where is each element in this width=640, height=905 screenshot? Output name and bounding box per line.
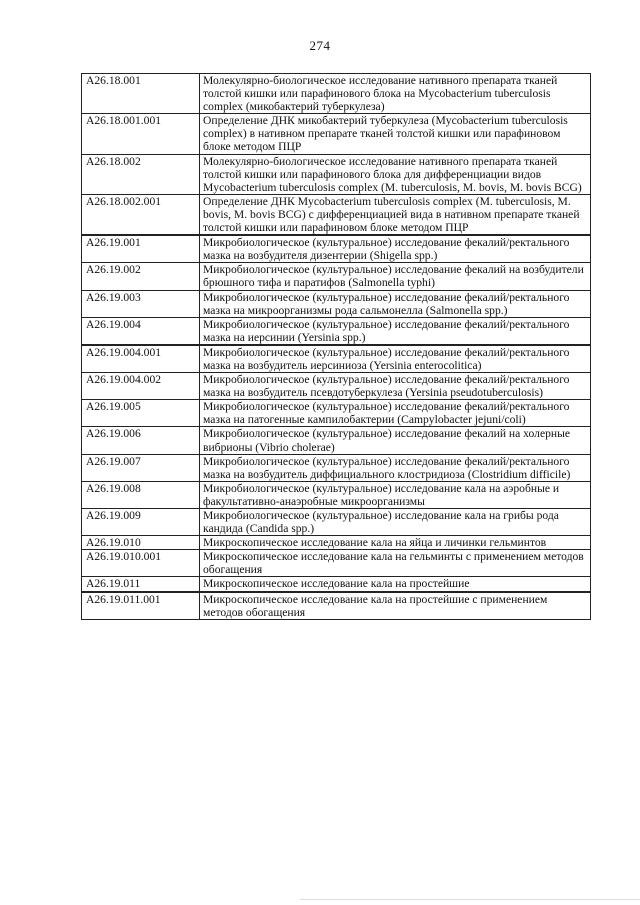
- service-description: Микробиологическое (культуральное) исследование фекалий/ректального мазка на микроорганизмы рода сальмонелла (Salmonella spp.): [200, 290, 591, 317]
- service-code: A26.19.011.001: [82, 592, 200, 620]
- service-code: A26.19.010.001: [82, 550, 200, 577]
- table-row: [82, 373, 591, 400]
- service-description: Микробиологическое (культуральное) исследование фекалий/ректального мазка на возбудитель иерсиниоза (Yersinia enterocolitica): [200, 345, 591, 373]
- service-description: Микробиологическое (культуральное) исследование фекалий на возбудители брюшного тифа и паратифов (Salmonella typhi): [200, 263, 591, 290]
- service-code: A26.19.011: [82, 577, 200, 592]
- service-description: Микробиологическое (культуральное) исследование фекалий/ректального мазка на возбудитель псевдотуберкулеза (Yersinia pseudotuberculosis): [200, 373, 591, 400]
- service-code: A26.19.010: [82, 536, 200, 550]
- table-row: [82, 577, 591, 592]
- service-code: A26.19.007: [82, 454, 200, 481]
- service-description: Молекулярно-биологическое исследование нативного препарата тканей толстой кишки или парафинового блока для дифференциации видов Mycobacterium tuberculosis complex (M. tuberculosis, M. bovis, M. bovis BCG): [200, 154, 591, 194]
- table-row: [82, 481, 591, 508]
- table-row: [82, 235, 591, 263]
- service-code: A26.19.004: [82, 317, 200, 345]
- service-code: A26.18.001.001: [82, 114, 200, 154]
- service-description: Микробиологическое (культуральное) исследование фекалий/ректального мазка на патогенные кампилобактерии (Campylobacter jejuni/coli): [200, 400, 591, 427]
- table-row: [82, 317, 591, 345]
- service-code: A26.19.003: [82, 290, 200, 317]
- table-row: [82, 536, 591, 550]
- table-row: [82, 194, 591, 235]
- table-row: [82, 290, 591, 317]
- service-description: Микробиологическое (культуральное) исследование фекалий/ректального мазка на возбудитель диффициального клостридиоза (Clostridium difficile): [200, 454, 591, 481]
- table-row: [82, 592, 591, 620]
- service-description: Микробиологическое (культуральное) исследование фекалий/ректального мазка на иерсинии (Yersinia spp.): [200, 317, 591, 345]
- table-row: [82, 550, 591, 577]
- service-code: A26.18.002.001: [82, 194, 200, 235]
- table-row: [82, 400, 591, 427]
- service-code: A26.19.008: [82, 481, 200, 508]
- service-code: A26.19.006: [82, 427, 200, 454]
- service-description: Микроскопическое исследование кала на гельминты с применением методов обогащения: [200, 550, 591, 577]
- table-row: [82, 345, 591, 373]
- service-code: A26.19.002: [82, 263, 200, 290]
- table-row: [82, 74, 591, 114]
- service-description: Микробиологическое (культуральное) исследование кала на грибы рода кандида (Candida spp.): [200, 509, 591, 536]
- table-row: [82, 114, 591, 154]
- service-code: A26.18.001: [82, 74, 200, 114]
- service-code: A26.19.009: [82, 509, 200, 536]
- table-row: [82, 509, 591, 536]
- service-code: A26.18.002: [82, 154, 200, 194]
- page-number: 274: [309, 38, 331, 53]
- service-code: A26.19.001: [82, 235, 200, 263]
- service-description: Микробиологическое (культуральное) исследование кала на аэробные и факультативно-анаэробные микроорганизмы: [200, 481, 591, 508]
- service-code: A26.19.005: [82, 400, 200, 427]
- service-code: A26.19.004.001: [82, 345, 200, 373]
- service-codes-table: [81, 73, 591, 620]
- service-description: Молекулярно-биологическое исследование нативного препарата тканей толстой кишки или парафинового блока на Mycobacterium tuberculosis complex (микобактерий туберкулеза): [200, 74, 591, 114]
- service-description: Микроскопическое исследование кала на простейшие: [200, 577, 591, 592]
- table-row: [82, 263, 591, 290]
- service-description: Микробиологическое (культуральное) исследование фекалий на холерные вибрионы (Vibrio cholerae): [200, 427, 591, 454]
- table-row: [82, 454, 591, 481]
- service-description: Микроскопическое исследование кала на простейшие с применением методов обогащения: [200, 592, 591, 620]
- page-edge-divider: [300, 899, 640, 900]
- service-description: Определение ДНК микобактерий туберкулеза (Mycobacterium tuberculosis complex) в нативном препарате тканей толстой кишки или парафиновом блоке методом ПЦР: [200, 114, 591, 154]
- service-description: Микроскопическое исследование кала на яйца и личинки гельминтов: [200, 536, 591, 550]
- service-description: Микробиологическое (культуральное) исследование фекалий/ректального мазка на возбудителя дизентерии (Shigella spp.): [200, 235, 591, 263]
- table-row: [82, 427, 591, 454]
- service-description: Определение ДНК Mycobacterium tuberculosis complex (M. tuberculosis, M. bovis, M. bovis BCG) с дифференциацией вида в нативном препарате тканей толстой кишки или парафиновом блоке методом ПЦР: [200, 194, 591, 235]
- table-row: [82, 154, 591, 194]
- service-code: A26.19.004.002: [82, 373, 200, 400]
